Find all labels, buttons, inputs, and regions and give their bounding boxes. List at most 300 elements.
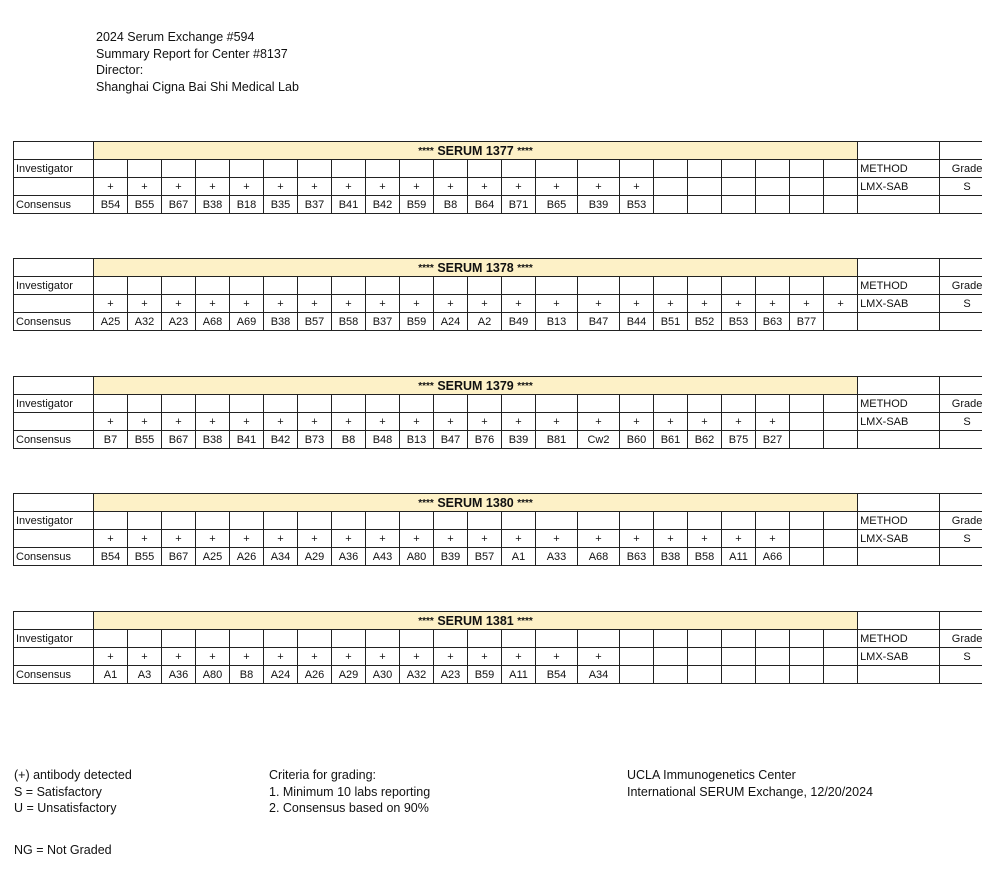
consensus-cell: B44 xyxy=(620,313,654,331)
consensus-cell: B42 xyxy=(366,196,400,214)
investigator-label: Investigator xyxy=(14,277,94,295)
blank-cell xyxy=(332,160,366,178)
blank-cell xyxy=(940,494,982,512)
consensus-cell: B37 xyxy=(366,313,400,331)
result-cell: + xyxy=(196,295,230,313)
blank-cell xyxy=(14,494,94,512)
consensus-cell xyxy=(654,666,688,684)
investigator-label: Investigator xyxy=(14,630,94,648)
result-cell: + xyxy=(400,178,434,196)
blank-cell xyxy=(94,160,128,178)
result-cell: + xyxy=(332,648,366,666)
consensus-cell: B41 xyxy=(230,431,264,449)
blank-cell xyxy=(14,377,94,395)
blank-cell xyxy=(468,630,502,648)
consensus-cell xyxy=(688,666,722,684)
blank-cell xyxy=(578,512,620,530)
result-cell: + xyxy=(468,530,502,548)
result-cell: + xyxy=(230,648,264,666)
result-cell xyxy=(824,648,858,666)
consensus-cell: A1 xyxy=(94,666,128,684)
grade-header: Grade xyxy=(940,160,982,178)
blank-cell xyxy=(722,160,756,178)
result-cell: + xyxy=(230,178,264,196)
criteria-1: 1. Minimum 10 labs reporting xyxy=(269,784,431,799)
result-cell: + xyxy=(128,648,162,666)
consensus-cell xyxy=(824,196,858,214)
blank-cell xyxy=(366,630,400,648)
consensus-cell: B39 xyxy=(434,548,468,566)
blank-cell xyxy=(620,512,654,530)
result-cell xyxy=(790,178,824,196)
method-header: METHOD xyxy=(858,395,940,413)
blank-cell xyxy=(858,142,940,160)
consensus-cell xyxy=(654,196,688,214)
result-cell xyxy=(688,648,722,666)
result-cell xyxy=(790,530,824,548)
blank-cell xyxy=(824,395,858,413)
blank-cell xyxy=(162,512,196,530)
result-cell: + xyxy=(162,413,196,431)
consensus-cell: B63 xyxy=(620,548,654,566)
consensus-cell: A43 xyxy=(366,548,400,566)
blank-cell xyxy=(128,630,162,648)
result-cell: + xyxy=(434,530,468,548)
blank-cell xyxy=(196,512,230,530)
blank-cell xyxy=(332,512,366,530)
blank-cell xyxy=(14,530,94,548)
blank-cell xyxy=(230,630,264,648)
blank-cell xyxy=(536,277,578,295)
result-cell: + xyxy=(688,530,722,548)
method-value: LMX-SAB xyxy=(858,530,940,548)
result-cell: + xyxy=(162,295,196,313)
result-cell xyxy=(654,178,688,196)
blank-cell xyxy=(468,512,502,530)
consensus-cell: A23 xyxy=(162,313,196,331)
blank-cell xyxy=(756,630,790,648)
consensus-cell: B54 xyxy=(94,196,128,214)
consensus-cell: B42 xyxy=(264,431,298,449)
blank-cell xyxy=(162,630,196,648)
result-cell: + xyxy=(264,295,298,313)
result-cell: + xyxy=(264,648,298,666)
consensus-cell: B54 xyxy=(536,666,578,684)
blank-cell xyxy=(756,277,790,295)
result-cell: + xyxy=(502,178,536,196)
consensus-cell: B53 xyxy=(620,196,654,214)
grade-value: S xyxy=(940,648,982,666)
result-cell: + xyxy=(578,413,620,431)
consensus-label: Consensus xyxy=(14,666,94,684)
consensus-cell: B76 xyxy=(468,431,502,449)
consensus-cell: B39 xyxy=(578,196,620,214)
result-cell: + xyxy=(94,530,128,548)
blank-cell xyxy=(502,512,536,530)
blank-cell xyxy=(94,277,128,295)
consensus-cell: B61 xyxy=(654,431,688,449)
director-label: Director: xyxy=(96,63,144,78)
consensus-cell: A11 xyxy=(722,548,756,566)
blank-cell xyxy=(824,512,858,530)
blank-cell xyxy=(366,277,400,295)
blank-cell xyxy=(366,160,400,178)
consensus-cell: A25 xyxy=(196,548,230,566)
result-cell xyxy=(654,648,688,666)
consensus-cell: A26 xyxy=(298,666,332,684)
blank-cell xyxy=(196,395,230,413)
title-stars-right: **** xyxy=(517,497,533,509)
method-value: LMX-SAB xyxy=(858,295,940,313)
blank-cell xyxy=(858,548,940,566)
blank-cell xyxy=(502,160,536,178)
blank-cell xyxy=(654,160,688,178)
result-cell: + xyxy=(502,648,536,666)
result-cell: + xyxy=(400,413,434,431)
result-cell xyxy=(790,648,824,666)
serum-title xyxy=(94,142,858,160)
result-cell xyxy=(824,413,858,431)
blank-cell xyxy=(434,630,468,648)
blank-cell xyxy=(940,313,982,331)
blank-cell xyxy=(688,277,722,295)
blank-cell xyxy=(400,630,434,648)
method-header: METHOD xyxy=(858,630,940,648)
consensus-cell: A29 xyxy=(332,666,366,684)
serum-table xyxy=(13,141,982,214)
blank-cell xyxy=(620,277,654,295)
result-cell: + xyxy=(196,648,230,666)
blank-cell xyxy=(196,277,230,295)
blank-cell xyxy=(230,512,264,530)
consensus-cell xyxy=(620,666,654,684)
consensus-cell: B8 xyxy=(332,431,366,449)
blank-cell xyxy=(858,377,940,395)
blank-cell xyxy=(14,648,94,666)
consensus-cell: B65 xyxy=(536,196,578,214)
result-cell: + xyxy=(578,178,620,196)
blank-cell xyxy=(128,277,162,295)
consensus-cell: B13 xyxy=(536,313,578,331)
result-cell: + xyxy=(332,530,366,548)
blank-cell xyxy=(790,277,824,295)
result-cell: + xyxy=(536,178,578,196)
result-cell: + xyxy=(264,178,298,196)
blank-cell xyxy=(790,395,824,413)
blank-cell xyxy=(620,160,654,178)
criteria-title: Criteria for grading: xyxy=(269,768,376,782)
consensus-cell: B53 xyxy=(722,313,756,331)
result-cell: + xyxy=(722,530,756,548)
grade-value: S xyxy=(940,295,982,313)
blank-cell xyxy=(578,395,620,413)
consensus-cell: B67 xyxy=(162,548,196,566)
consensus-cell: A25 xyxy=(94,313,128,331)
exchange-title: 2024 Serum Exchange #594 xyxy=(96,30,255,44)
title-stars-left: **** xyxy=(418,145,434,157)
result-cell: + xyxy=(94,648,128,666)
blank-cell xyxy=(824,277,858,295)
result-cell: + xyxy=(468,648,502,666)
legend-antibody: (+) antibody detected xyxy=(14,768,132,782)
blank-cell xyxy=(688,395,722,413)
consensus-cell: B18 xyxy=(230,196,264,214)
consensus-label: Consensus xyxy=(14,548,94,566)
result-cell: + xyxy=(94,178,128,196)
title-stars-right: **** xyxy=(517,615,533,627)
serum-name: SERUM 1378 xyxy=(437,260,514,275)
blank-cell xyxy=(620,395,654,413)
blank-cell xyxy=(824,160,858,178)
result-cell: + xyxy=(196,178,230,196)
consensus-cell: A1 xyxy=(502,548,536,566)
blank-cell xyxy=(824,630,858,648)
grade-value: S xyxy=(940,178,982,196)
report-subtitle: Summary Report for Center #8137 xyxy=(96,46,288,61)
consensus-cell: A11 xyxy=(502,666,536,684)
consensus-cell xyxy=(790,548,824,566)
blank-cell xyxy=(858,494,940,512)
blank-cell xyxy=(366,395,400,413)
consensus-cell: A34 xyxy=(578,666,620,684)
consensus-cell: B35 xyxy=(264,196,298,214)
consensus-cell: A69 xyxy=(230,313,264,331)
consensus-cell: B81 xyxy=(536,431,578,449)
blank-cell xyxy=(400,395,434,413)
blank-cell xyxy=(654,277,688,295)
result-cell: + xyxy=(620,530,654,548)
blank-cell xyxy=(94,630,128,648)
result-cell xyxy=(824,530,858,548)
blank-cell xyxy=(230,160,264,178)
blank-cell xyxy=(756,395,790,413)
serum-table xyxy=(13,493,982,566)
legend-unsatisfactory: U = Unsatisfactory xyxy=(14,801,117,816)
method-value: LMX-SAB xyxy=(858,413,940,431)
blank-cell xyxy=(298,630,332,648)
consensus-cell: A2 xyxy=(468,313,502,331)
result-cell: + xyxy=(578,648,620,666)
result-cell: + xyxy=(400,530,434,548)
blank-cell xyxy=(14,295,94,313)
result-cell: + xyxy=(620,413,654,431)
blank-cell xyxy=(264,160,298,178)
consensus-cell: B37 xyxy=(298,196,332,214)
title-stars-right: **** xyxy=(517,380,533,392)
result-cell: + xyxy=(536,295,578,313)
blank-cell xyxy=(162,395,196,413)
blank-cell xyxy=(162,160,196,178)
title-stars-left: **** xyxy=(418,615,434,627)
legend-not-graded xyxy=(14,842,112,859)
method-header: METHOD xyxy=(858,160,940,178)
blank-cell xyxy=(858,431,940,449)
consensus-cell: B38 xyxy=(196,431,230,449)
consensus-cell: B47 xyxy=(578,313,620,331)
blank-cell xyxy=(264,395,298,413)
consensus-cell: B47 xyxy=(434,431,468,449)
consensus-cell: B55 xyxy=(128,431,162,449)
consensus-cell: A36 xyxy=(332,548,366,566)
result-cell: + xyxy=(468,413,502,431)
grading-criteria xyxy=(269,767,430,817)
blank-cell xyxy=(654,512,688,530)
result-cell: + xyxy=(434,178,468,196)
criteria-2: 2. Consensus based on 90% xyxy=(269,801,429,816)
blank-cell xyxy=(14,142,94,160)
consensus-cell: B38 xyxy=(654,548,688,566)
result-cell: + xyxy=(434,648,468,666)
blank-cell xyxy=(858,612,940,630)
consensus-cell: B59 xyxy=(400,313,434,331)
result-cell: + xyxy=(128,530,162,548)
consensus-label: Consensus xyxy=(14,431,94,449)
blank-cell xyxy=(940,377,982,395)
result-cell: + xyxy=(230,413,264,431)
result-cell: + xyxy=(264,413,298,431)
result-cell: + xyxy=(162,178,196,196)
result-cell: + xyxy=(298,413,332,431)
consensus-cell: B77 xyxy=(790,313,824,331)
result-cell: + xyxy=(366,413,400,431)
blank-cell xyxy=(654,395,688,413)
consensus-cell: B54 xyxy=(94,548,128,566)
blank-cell xyxy=(298,395,332,413)
result-cell: + xyxy=(400,295,434,313)
result-cell: + xyxy=(722,413,756,431)
consensus-cell: A32 xyxy=(128,313,162,331)
result-cell: + xyxy=(502,295,536,313)
blank-cell xyxy=(468,277,502,295)
blank-cell xyxy=(468,160,502,178)
result-cell: + xyxy=(298,648,332,666)
consensus-cell: B62 xyxy=(688,431,722,449)
result-cell: + xyxy=(230,295,264,313)
result-cell: + xyxy=(230,530,264,548)
consensus-cell: B60 xyxy=(620,431,654,449)
result-cell: + xyxy=(722,295,756,313)
legend-satisfactory: S = Satisfactory xyxy=(14,784,102,799)
grade-header: Grade xyxy=(940,395,982,413)
blank-cell xyxy=(722,512,756,530)
grade-header: Grade xyxy=(940,512,982,530)
blank-cell xyxy=(940,142,982,160)
blank-cell xyxy=(400,277,434,295)
blank-cell xyxy=(688,512,722,530)
result-cell: + xyxy=(578,530,620,548)
consensus-cell: A80 xyxy=(196,666,230,684)
consensus-cell: B27 xyxy=(756,431,790,449)
blank-cell xyxy=(264,277,298,295)
method-value: LMX-SAB xyxy=(858,178,940,196)
consensus-cell: A30 xyxy=(366,666,400,684)
serum-title xyxy=(94,259,858,277)
result-cell: + xyxy=(400,648,434,666)
title-stars-left: **** xyxy=(418,380,434,392)
consensus-cell: B63 xyxy=(756,313,790,331)
blank-cell xyxy=(502,277,536,295)
serum-title xyxy=(94,494,858,512)
legend-ng: NG = Not Graded xyxy=(14,843,112,857)
blank-cell xyxy=(688,160,722,178)
consensus-cell: A29 xyxy=(298,548,332,566)
consensus-cell xyxy=(756,666,790,684)
blank-cell xyxy=(858,259,940,277)
result-cell: + xyxy=(756,530,790,548)
report-header xyxy=(96,29,299,95)
result-cell xyxy=(722,178,756,196)
consensus-cell: A26 xyxy=(230,548,264,566)
serum-title xyxy=(94,377,858,395)
consensus-cell: A33 xyxy=(536,548,578,566)
grade-header: Grade xyxy=(940,630,982,648)
consensus-cell: B67 xyxy=(162,196,196,214)
blank-cell xyxy=(756,160,790,178)
result-cell: + xyxy=(332,413,366,431)
blank-cell xyxy=(940,259,982,277)
result-cell: + xyxy=(366,648,400,666)
result-cell: + xyxy=(536,530,578,548)
blank-cell xyxy=(14,612,94,630)
blank-cell xyxy=(940,666,982,684)
grade-header: Grade xyxy=(940,277,982,295)
result-cell xyxy=(790,413,824,431)
serum-name: SERUM 1379 xyxy=(437,378,514,393)
serum-name: SERUM 1377 xyxy=(437,143,514,158)
consensus-cell: B8 xyxy=(434,196,468,214)
blank-cell xyxy=(756,512,790,530)
blank-cell xyxy=(230,277,264,295)
result-cell xyxy=(824,178,858,196)
blank-cell xyxy=(298,512,332,530)
blank-cell xyxy=(332,630,366,648)
consensus-cell: B59 xyxy=(400,196,434,214)
blank-cell xyxy=(578,630,620,648)
result-cell: + xyxy=(502,530,536,548)
consensus-cell xyxy=(722,666,756,684)
consensus-cell: B73 xyxy=(298,431,332,449)
blank-cell xyxy=(858,313,940,331)
consensus-cell: B58 xyxy=(688,548,722,566)
blank-cell xyxy=(264,512,298,530)
consensus-cell: A3 xyxy=(128,666,162,684)
blank-cell xyxy=(264,630,298,648)
consensus-cell: B57 xyxy=(298,313,332,331)
consensus-cell xyxy=(790,666,824,684)
blank-cell xyxy=(434,160,468,178)
result-cell: + xyxy=(756,295,790,313)
result-cell: + xyxy=(578,295,620,313)
title-stars-right: **** xyxy=(517,145,533,157)
blank-cell xyxy=(654,630,688,648)
result-cell: + xyxy=(468,178,502,196)
consensus-cell: B48 xyxy=(366,431,400,449)
result-cell: + xyxy=(196,530,230,548)
result-cell: + xyxy=(332,295,366,313)
serum-table xyxy=(13,258,982,331)
serum-title xyxy=(94,612,858,630)
blank-cell xyxy=(536,512,578,530)
blank-cell xyxy=(196,160,230,178)
result-cell: + xyxy=(790,295,824,313)
result-cell: + xyxy=(94,295,128,313)
consensus-cell: B7 xyxy=(94,431,128,449)
blank-cell xyxy=(434,277,468,295)
result-cell: + xyxy=(434,413,468,431)
result-cell: + xyxy=(366,530,400,548)
blank-cell xyxy=(722,277,756,295)
blank-cell xyxy=(790,512,824,530)
